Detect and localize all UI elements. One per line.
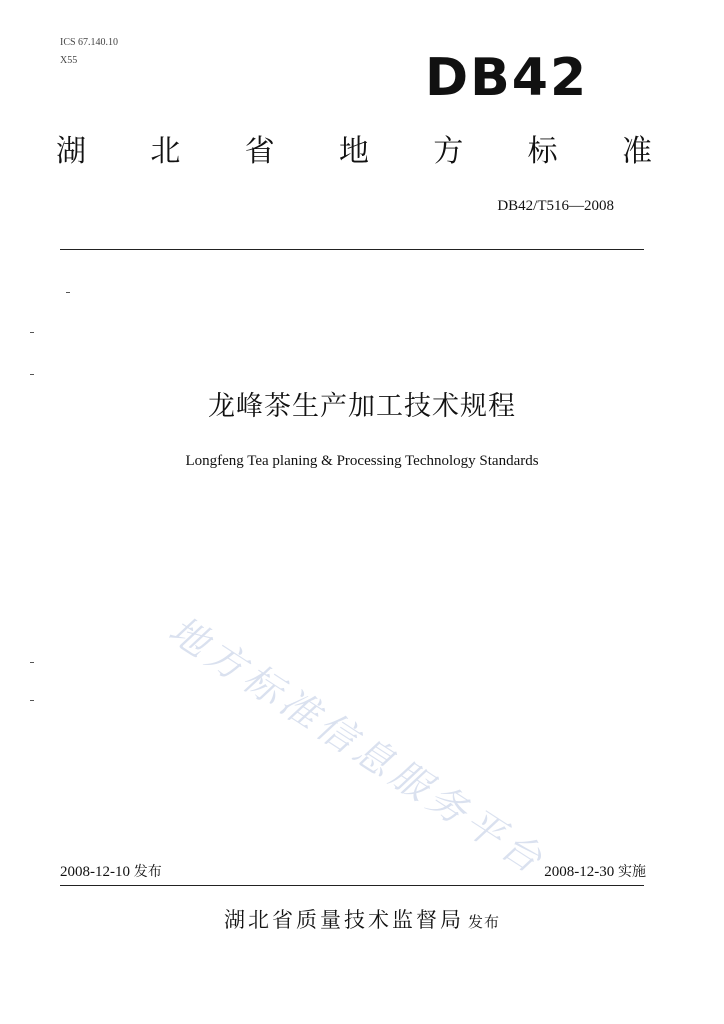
implementation-date: 2008-12-30	[544, 864, 615, 880]
issue-label: 发布	[133, 864, 162, 880]
implementation-date-line	[544, 861, 646, 881]
scan-speck	[30, 662, 34, 663]
standard-type-char: 地	[338, 134, 369, 169]
document-title-chinese: 龙峰茶生产加工技术规程	[208, 391, 516, 422]
standard-type-char: 准	[621, 134, 652, 169]
issue-date: 2008-12-10	[60, 864, 130, 880]
watermark-text: 地方标准信息服务平台	[161, 607, 555, 885]
scan-speck	[30, 332, 34, 333]
standard-type-char: 标	[527, 134, 558, 169]
scan-speck	[30, 700, 34, 701]
db-mark: DB42	[425, 48, 589, 108]
classification-codes	[60, 34, 118, 70]
publisher-suffix: 发布	[467, 913, 500, 931]
scan-speck	[30, 374, 34, 375]
standard-type-char: 省	[244, 134, 275, 169]
footer-divider	[60, 885, 644, 886]
standard-type-char: 北	[150, 134, 181, 169]
ccs-code: X55	[60, 55, 78, 66]
scan-speck	[66, 292, 70, 293]
document-title-english: Longfeng Tea planing & Processing Technology Standards	[185, 453, 539, 469]
ics-code: ICS 67.140.10	[60, 37, 119, 48]
publisher-name: 湖北省质量技术监督局	[223, 908, 464, 932]
standard-number: DB42/T516—2008	[497, 198, 614, 214]
standard-type-heading	[56, 132, 652, 172]
standard-type-char: 方	[433, 134, 464, 169]
issue-date-line	[60, 861, 162, 881]
header-divider	[60, 249, 644, 250]
standard-type-char: 湖	[56, 134, 86, 169]
publisher-line	[0, 904, 724, 934]
implementation-label: 实施	[618, 864, 646, 880]
